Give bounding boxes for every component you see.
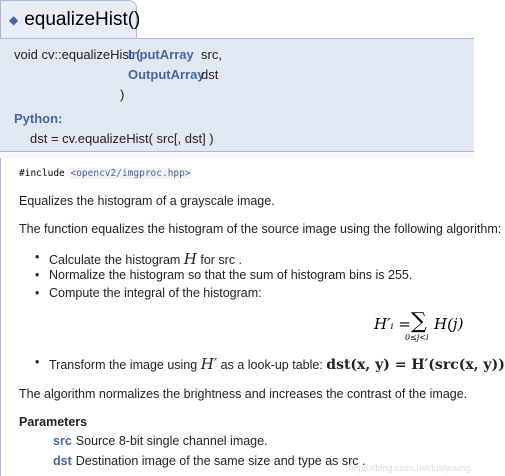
diamond-bullet-icon: ◆ xyxy=(9,12,19,27)
bullet1-pre: Calculate the histogram xyxy=(49,253,184,267)
watermark: https://blog.csdn.net/lustyoung xyxy=(348,463,470,473)
bullet-dot-icon: • xyxy=(35,268,40,282)
param1-name: src, xyxy=(201,47,222,62)
include-line xyxy=(19,168,191,179)
equation-lhs: H′ᵢ = xyxy=(374,315,411,333)
param-desc: Destination image of the same size and type as src . xyxy=(75,454,366,468)
close-paren: ) xyxy=(120,87,125,102)
bullet3-text: Compute the integral of the histogram: xyxy=(49,286,262,300)
equation-rhs: H(j) xyxy=(434,315,464,333)
param2-type-link[interactable]: OutputArray xyxy=(128,67,205,82)
bullet2-text: Normalize the histogram so that the sum of histogram bins is 255. xyxy=(49,268,413,282)
lut-symbol: H′ xyxy=(200,355,218,373)
function-description xyxy=(0,158,505,476)
sum-symbol: ∑ xyxy=(411,309,427,334)
include-prefix: #include xyxy=(19,168,71,179)
param-name: src xyxy=(53,434,72,448)
intro-text: The function equalizes the histogram of the source image using the following algorithm: xyxy=(19,222,502,236)
sum-subscript: 0≤j<i xyxy=(405,333,429,342)
python-label: Python: xyxy=(14,111,63,126)
bullet4-mid: as a look-up table: xyxy=(217,358,327,372)
param-name: dst xyxy=(53,454,72,468)
bullet4-pre: Transform the image using xyxy=(49,358,201,372)
param2-name: dst xyxy=(201,67,219,82)
function-prototype xyxy=(0,38,474,152)
function-name: equalizeHist() xyxy=(24,8,141,30)
param-row xyxy=(53,434,268,448)
bullet-dot-icon: • xyxy=(35,250,40,264)
param-row xyxy=(53,454,365,468)
param1-type-link[interactable]: InputArray xyxy=(128,47,194,62)
return-and-name: void cv::equalizeHist ( xyxy=(14,47,141,62)
lut-formula: dst(x, y) = H′(src(x, y)) xyxy=(326,357,505,373)
bullet-dot-icon: • xyxy=(35,286,40,300)
histogram-symbol: H xyxy=(183,250,197,268)
function-title-tab xyxy=(0,0,141,38)
parameters-heading: Parameters xyxy=(19,415,88,429)
param-desc: Source 8-bit single channel image. xyxy=(75,434,268,448)
outro-text: The algorithm normalizes the brightness and increases the contrast of the image. xyxy=(19,387,468,401)
bullet-dot-icon: • xyxy=(35,355,40,369)
summary-text: Equalizes the histogram of a grayscale image. xyxy=(19,194,275,208)
bullet1-post: for src . xyxy=(196,253,243,267)
python-signature: dst = cv.equalizeHist( src[, dst] ) xyxy=(30,131,214,146)
include-header-link[interactable]: <opencv2/imgproc.hpp> xyxy=(70,168,191,179)
